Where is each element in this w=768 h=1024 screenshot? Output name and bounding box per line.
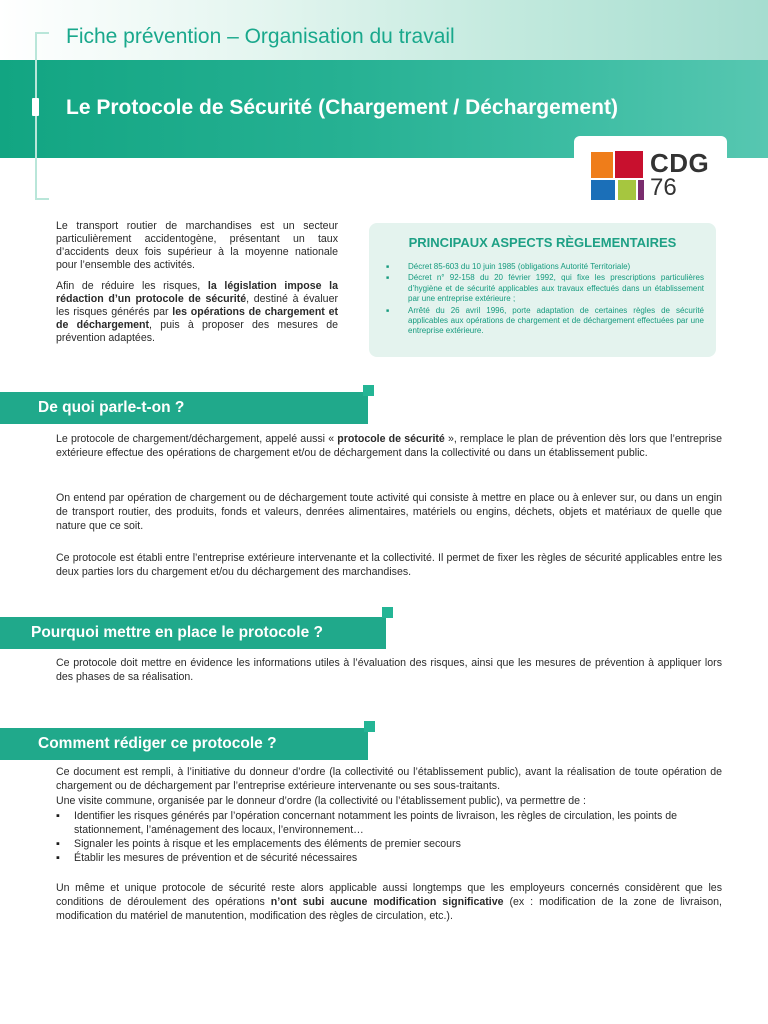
document-subtitle: Fiche prévention – Organisation du travail [66, 25, 455, 48]
regulation-item: ■ Décret 85-603 du 10 juin 1985 (obligations Autorité Territoriale) [386, 262, 704, 272]
regulation-title: PRINCIPAUX ASPECTS RÈGLEMENTAIRES [408, 235, 677, 250]
intro-p2-part: , destiné à évaluer les risques générés par [56, 293, 338, 318]
decorative-top-tick [35, 32, 49, 34]
intro-paragraph-1: Le transport routier de marchandises est un secteur particulièrement accidentogène, présentant un taux d’accidents deux fois supérieur à la moyenne nationale pour l’ensemble des activités. [56, 220, 338, 271]
logo-tile-red [615, 151, 643, 178]
s3p3-part: Un même et unique protocole de sécurité reste alors applicable aussi longtemps que les employeurs concernés considèrent que les conditions de déroulement des opérations [56, 882, 722, 909]
regulation-item: ■ Décret n° 92-158 du 20 février 1992, qui fixe les prescriptions particulières d’hygiène et de sécurité applicables aux travaux effectués dans un établissement par une entreprise extérieure ; [386, 273, 704, 304]
section3-paragraph-1: Ce document est rempli, à l’initiative du donneur d’ordre (la collectivité ou l’établissement public), avant la réalisation de toute opération de chargement ou de déchargement par l’entreprise extérieure intervenante ou ses sous-traitants. [56, 766, 722, 793]
section3-bullet-list [56, 809, 722, 865]
s1p1-emphasis: protocole de sécurité [337, 433, 445, 445]
intro-p2-part: Afin de réduire les risques, [56, 280, 208, 292]
logo-tile-orange [591, 152, 613, 178]
section1-paragraph-3: Ce protocole est établi entre l’entreprise extérieure intervenante et la collectivité. Il permet de fixer les règles de sécurité applicables entre les deux parties lors du chargement et/ou du déchargement des marchandises. [56, 552, 722, 579]
logo-number: 76 [650, 174, 677, 201]
s1p1-part: », remplace le plan de prévention dès lors que l’entreprise extérieure effectue des opérations de chargement et/ou de déchargement dans la collectivité ou dans un établissement public. [56, 433, 722, 460]
section2-paragraph-1: Ce protocole doit mettre en évidence les informations utiles à l’évaluation des risques, ainsi que les mesures de prévention à appliquer lors des phases de sa réalisation. [56, 657, 722, 684]
intro-p2-part: , puis à proposer des mesures de prévention adaptées. [56, 319, 338, 344]
section1-paragraph-2: On entend par opération de chargement ou de déchargement toute activité qui consiste à mettre en place ou à enlever sur, ou dans un engin de transport routier, des produits, fonds et valeurs, denrées alimentaires, matériels ou engins, déchets, objets et matériaux de quelle que nature que ce soit. [56, 492, 722, 533]
s1p1-part: Le protocole de chargement/déchargement, appelé aussi « [56, 433, 338, 445]
section3-title: Comment rédiger ce protocole ? [38, 735, 277, 752]
section3-bullet: ▪ Identifier les risques générés par l’opération concernant notamment les points de livraison, les règles de circulation, les points de stationnement, l’aménagement des locaux, l’environnement… [56, 809, 722, 837]
s3p3-emphasis: n’ont subi aucune modification significative [270, 896, 504, 909]
regulation-list [386, 262, 704, 338]
regulation-item: ■ Arrêté du 26 avril 1996, porte adaptation de certaines règles de sécurité applicables aux opérations de chargement et de déchargement effectuées par une entreprise extérieure. [386, 306, 704, 337]
section2-corner-square [382, 607, 393, 618]
decorative-vertical-line [35, 32, 37, 200]
section1-corner-square [363, 385, 374, 396]
intro-p2-emphasis: les opérations de chargement et de déchargement [56, 306, 338, 331]
logo-tile-purple [638, 180, 644, 200]
document-title: Le Protocole de Sécurité (Chargement / Déchargement) [66, 96, 618, 119]
decorative-bottom-tick [35, 198, 49, 200]
logo-tile-blue [591, 180, 615, 200]
decorative-marker [32, 98, 39, 116]
logo-tile-green [618, 180, 636, 200]
section3-bullet: ▪ Signaler les points à risque et les emplacements des éléments de premier secours [56, 837, 722, 851]
section1-title: De quoi parle-t-on ? [38, 399, 185, 416]
intro-text [56, 220, 338, 353]
section1-paragraph-1 [56, 432, 722, 460]
section3-corner-square [364, 721, 375, 732]
section3-bullet: ▪ Établir les mesures de prévention et de sécurité nécessaires [56, 851, 722, 865]
s3p3-part: (ex : modification de la zone de livraison, modification du matériel de manutention, modification des règles de circulation, etc.). [56, 896, 722, 923]
section3-paragraph-2: Une visite commune, organisée par le donneur d’ordre (la collectivité ou l’établissement public), va permettre de : [56, 795, 586, 807]
section3-paragraph-3 [56, 881, 722, 924]
section2-title: Pourquoi mettre en place le protocole ? [31, 624, 323, 641]
intro-paragraph-2 [56, 280, 338, 345]
intro-p2-emphasis: la législation impose la rédaction d’un protocole de sécurité [56, 280, 338, 305]
logo-text: CDG [650, 148, 710, 178]
